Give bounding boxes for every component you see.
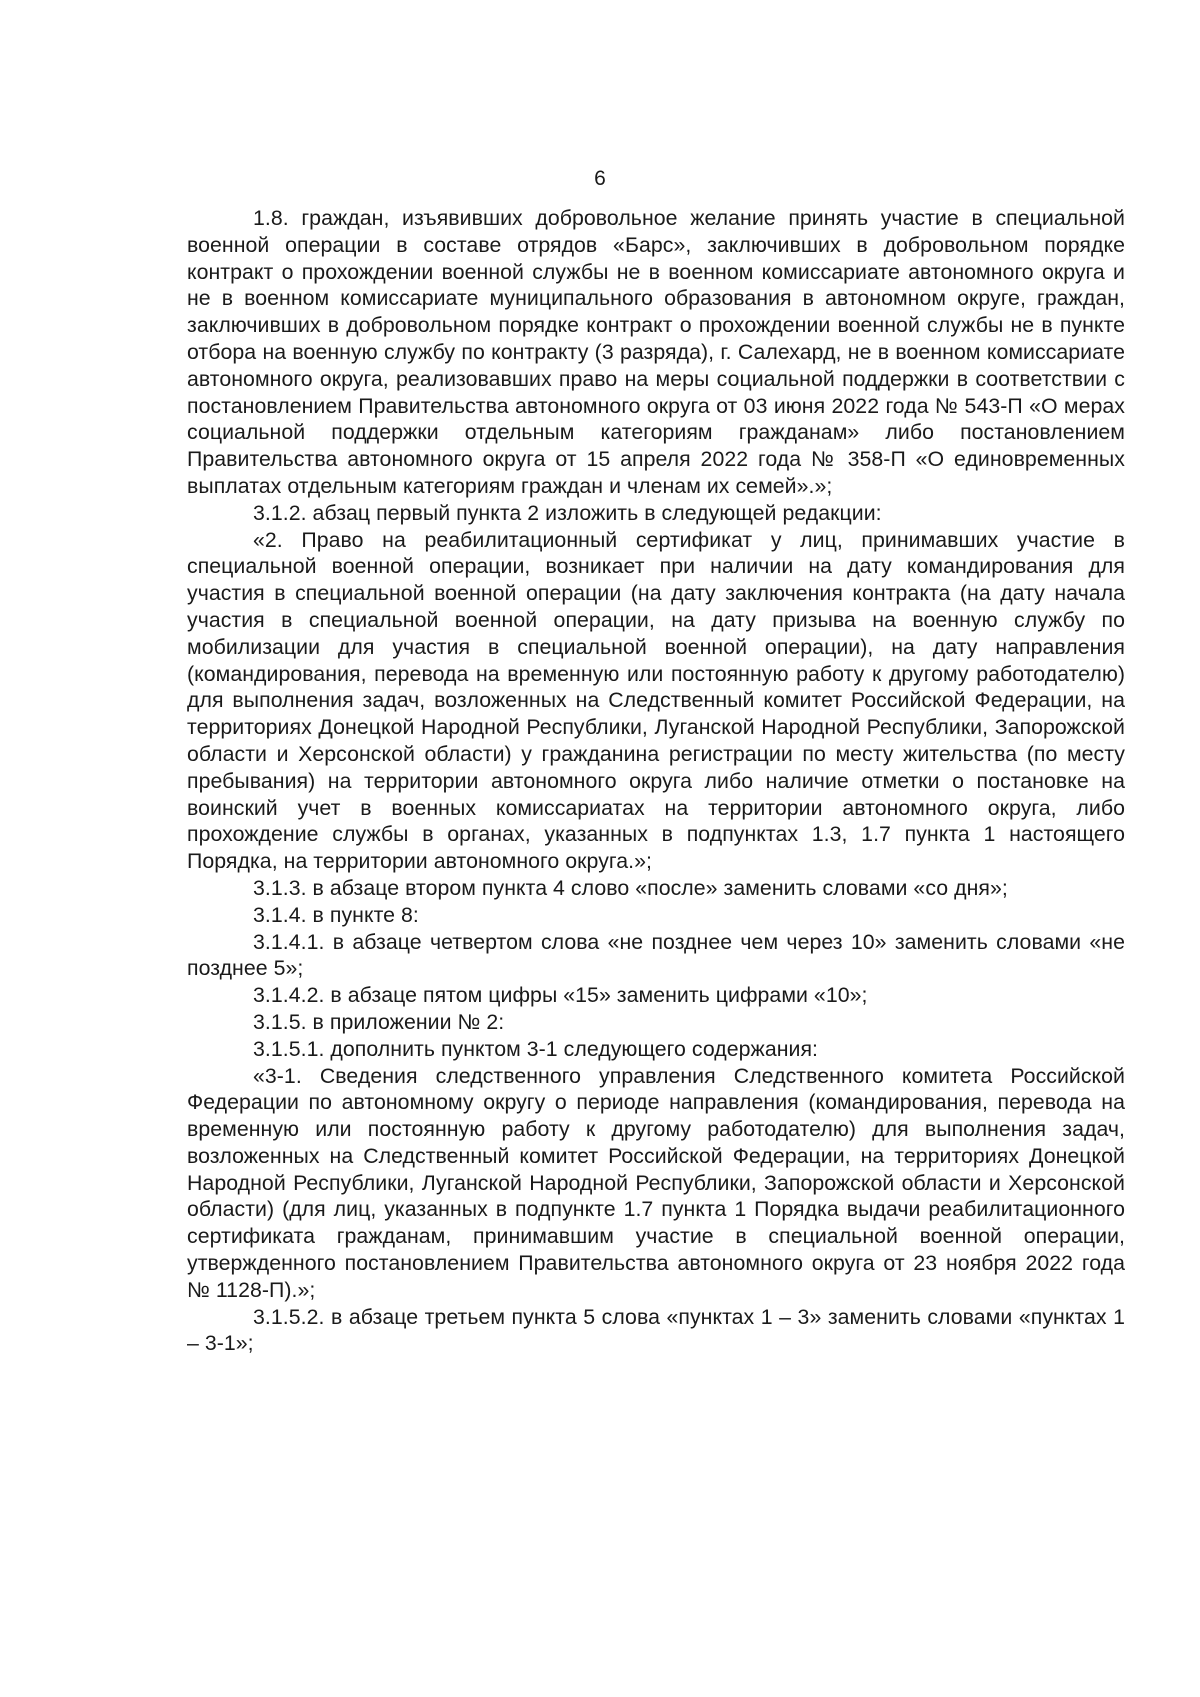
paragraph-3-1-4: 3.1.4. в пункте 8: [253,902,419,927]
page-number: 6 [594,167,606,190]
paragraph-3-1-4-1: 3.1.4.1. в абзаце четвертом слова «не позднее чем через 10» заменить словами «не позднее 5»; [187,929,1125,981]
paragraph-3-1-5-1: 3.1.5.1. дополнить пунктом 3-1 следующего содержания: [253,1036,819,1061]
paragraph-3-1-3: 3.1.3. в абзаце втором пункта 4 слово «после» заменить словами «со дня»; [253,875,1008,900]
paragraph-3-1-2: 3.1.2. абзац первый пункта 2 изложить в следующей редакции: [253,500,882,525]
document-body [187,205,1125,1357]
paragraph-quoted-item-3-1: «3-1. Сведения следственного управления Следственного комитета Российской Федерации по автономному округу о периоде направления (командирования, перевода на временную или постоянную работу к другому работодателю) для выполнения задач, возложенных на Следственный комитет Российской Федерации, на территориях Донецкой Народной Республики, Луганской Народной Республики, Запорожской области и Херсонской области) (для лиц, указанных в подпункте 1.7 пункта 1 Порядка выдачи реабилитационного сертификата гражданам, принимавшим участие в специальной военной операции, утвержденного постановлением Правительства автономного округа от 23 ноября 2022 года № 1128-П).»; [187,1063,1125,1302]
paragraph-1-8: 1.8. граждан, изъявивших добровольное желание принять участие в специальной военной операции в составе отрядов «Барс», заключивших в добровольном порядке контракт о прохождении военной службы не в военном комиссариате автономного округа и не в военном комиссариате муниципального образования в автономном округе, граждан, заключивших в добровольном порядке контракт о прохождении военной службы не в пункте отбора на военную службу по контракту (3 разряда), г. Салехард, не в военном комиссариате автономного округа, реализовавших право на меры социальной поддержки в соответствии с постановлением Правительства автономного округа от 03 июня 2022 года № 543-П «О мерах социальной поддержки отдельным категориям гражданам» либо постановлением Правительства автономного округа от 15 апреля 2022 года № 358-П «О единовременных выплатах отдельным категориям граждан и членам их семей».»; [187,206,1125,498]
paragraph-3-1-4-2: 3.1.4.2. в абзаце пятом цифры «15» заменить цифрами «10»; [253,983,868,1008]
paragraph-3-1-5-2: 3.1.5.2. в абзаце третьем пункта 5 слова «пунктах 1 – 3» заменить словами «пунктах 1 – 3-1»; [187,1304,1125,1356]
paragraph-3-1-5: 3.1.5. в приложении № 2: [253,1009,505,1034]
paragraph-quoted-item-2: «2. Право на реабилитационный сертификат у лиц, принимавших участие в специальной военной операции, возникает при наличии на дату командирования для участия в специальной военной операции (на дату заключения контракта (на дату начала участия в специальной военной операции, на дату призыва на военную службу по мобилизации для участия в специальной военной операции), на дату направления (командирования, перевода на временную или постоянную работу к другому работодателю) для выполнения задач, возложенных на Следственный комитет Российской Федерации, на территориях Донецкой Народной Республики, Луганской Народной Республики, Запорожской области и Херсонской области) у гражданина регистрации по месту жительства (по месту пребывания) на территории автономного округа либо наличие отметки о постановке на воинский учет в военных комиссариатах на территории автономного округа, либо прохождение службы в органах, указанных в подпунктах 1.3, 1.7 пункта 1 настоящего Порядка, на территории автономного округа.»; [187,527,1125,874]
